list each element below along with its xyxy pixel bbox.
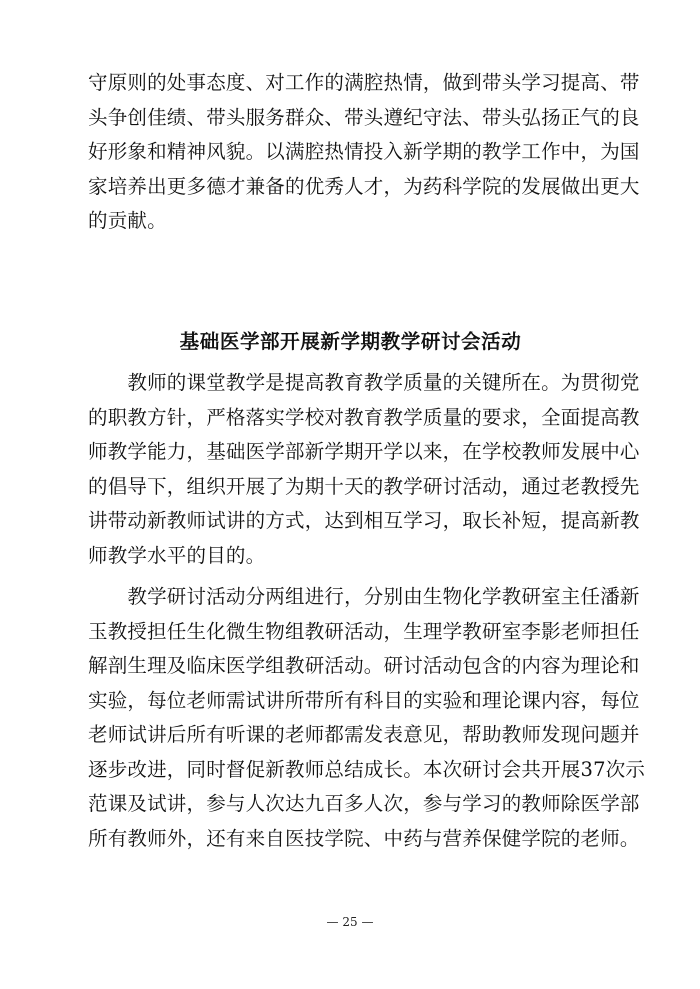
text-line: 解剖生理及临床医学组教研活动。研讨活动包含的内容为理论和	[88, 654, 640, 677]
text-line: 逐步改进，同时督促新教师总结成长。本次研讨会共开展37次示	[88, 757, 646, 781]
page-number: — 25 —	[326, 915, 374, 929]
text-line: 老师试讲后所有听课的老师都需发表意见，帮助教师发现问题并	[88, 723, 640, 746]
text-line: 实验，每位老师需试讲所带所有科目的实验和理论课内容，每位	[88, 688, 640, 712]
text-line: 头争创佳绩、带头服务群众、带头遵纪守法、带头弘扬正气的良	[88, 105, 640, 129]
article-paragraph-1	[88, 366, 640, 573]
text-line: 守原则的处事态度、对工作的满腔热情，做到带头学习提高、带	[88, 71, 640, 94]
text-line: 好形象和精神风貌。以满腔热情投入新学期的教学工作中，为国	[88, 140, 640, 163]
text-line: 的职教方针，严格落实学校对教育教学质量的要求，全面提高教	[88, 405, 640, 429]
text-line: 家培养出更多德才兼备的优秀人才，为药科学院的发展做出更大	[88, 174, 640, 198]
text-line: 的倡导下，组织开展了为期十天的教学研讨活动，通过老教授先	[88, 474, 640, 498]
text-line: 所有教师外，还有来自医技学院、中药与营养保健学院的老师。	[88, 826, 640, 850]
text-line: 玉教授担任生化微生物组教研活动，生理学教研室李影老师担任	[88, 619, 640, 643]
text-line: 师教学水平的目的。	[88, 543, 266, 567]
text-line: 的贡献。	[88, 209, 167, 232]
text-line: 教学研讨活动分两组进行，分别由生物化学教研室主任潘新	[88, 585, 640, 608]
text-line: 教师的课堂教学是提高教育教学质量的关键所在。为贯彻党	[88, 371, 640, 394]
text-line: 师教学能力，基础医学部新学期开学以来，在学校教师发展中心	[88, 440, 640, 463]
text-line: 范课及试讲，参与人次达九百多人次，参与学习的教师除医学部	[88, 792, 640, 815]
text-line: 讲带动新教师试讲的方式，达到相互学习，取长补短，提高新教	[88, 509, 640, 532]
article-paragraph-2	[88, 580, 646, 856]
continuation-paragraph	[88, 66, 640, 239]
article-title: 基础医学部开展新学期教学研讨会活动	[179, 330, 522, 353]
